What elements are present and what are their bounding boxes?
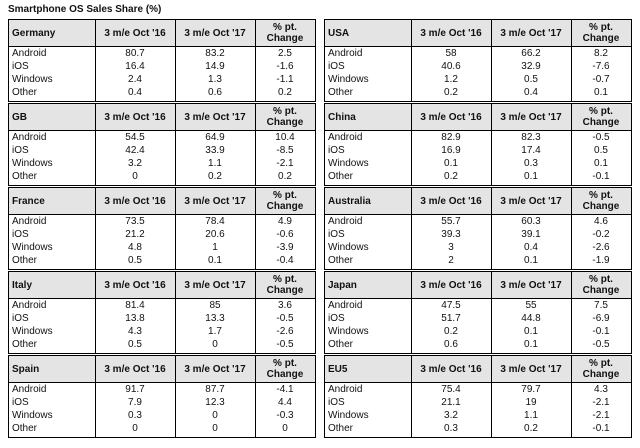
table-row — [9, 409, 315, 422]
region-name: Australia — [328, 195, 371, 207]
value-period1: 54.5 — [125, 132, 145, 143]
value-change: -0.5 — [592, 132, 610, 143]
value-period1: 39.3 — [441, 229, 461, 240]
column-divider — [571, 272, 572, 353]
sales-share-grid — [8, 19, 632, 437]
table-row — [9, 60, 315, 73]
value-period1: 0.2 — [444, 171, 458, 182]
os-label: Other — [328, 171, 354, 182]
value-period2: 1 — [212, 242, 218, 253]
table-row — [325, 60, 631, 73]
table-header — [325, 188, 631, 215]
column-header-change: % pt. Change — [582, 106, 620, 128]
table-row — [9, 422, 315, 435]
value-period1: 80.7 — [125, 48, 145, 59]
value-change: 0 — [282, 423, 288, 434]
column-header-period2: 3 m/e Oct '17 — [184, 111, 246, 123]
table-row — [9, 396, 315, 409]
column-divider — [95, 272, 96, 353]
table-block-eu5 — [324, 355, 632, 438]
os-label: Android — [12, 132, 47, 143]
table-row — [9, 157, 315, 170]
os-label: Other — [12, 339, 38, 350]
column-divider — [255, 188, 256, 269]
table-header — [325, 356, 631, 383]
column-divider — [411, 20, 412, 101]
column-divider — [411, 356, 412, 437]
value-period2: 19 — [525, 397, 537, 408]
value-period2: 17.4 — [521, 145, 541, 156]
column-header-period1: 3 m/e Oct '16 — [104, 27, 166, 39]
value-change: -0.5 — [592, 339, 610, 350]
value-change: -1.1 — [276, 74, 294, 85]
value-period2: 0 — [212, 423, 218, 434]
column-header-period1: 3 m/e Oct '16 — [104, 363, 166, 375]
table-row — [9, 338, 315, 351]
value-period2: 78.4 — [205, 216, 225, 227]
value-period2: 55 — [525, 300, 537, 311]
value-change: -0.1 — [592, 423, 610, 434]
value-change: -0.6 — [276, 229, 294, 240]
column-header-change: % pt. Change — [582, 22, 620, 44]
value-change: -2.1 — [592, 410, 610, 421]
value-period2: 87.7 — [205, 384, 225, 395]
value-change: 8.2 — [594, 48, 608, 59]
column-header-period1: 3 m/e Oct '16 — [420, 363, 482, 375]
table-block-gb — [8, 103, 316, 186]
table-row — [9, 383, 315, 396]
region-name: Italy — [12, 279, 33, 291]
os-label: Windows — [328, 326, 369, 337]
column-divider — [411, 188, 412, 269]
region-name: Japan — [328, 279, 357, 291]
table-row — [325, 254, 631, 267]
table-row — [9, 312, 315, 325]
os-label: Windows — [328, 242, 369, 253]
column-divider — [175, 356, 176, 437]
value-period2: 0.1 — [524, 339, 538, 350]
table-header — [9, 188, 315, 215]
value-change: 2.5 — [278, 48, 292, 59]
os-label: Other — [328, 87, 354, 98]
value-period1: 16.9 — [441, 145, 461, 156]
column-header-period2: 3 m/e Oct '17 — [184, 195, 246, 207]
value-change: 7.5 — [594, 300, 608, 311]
os-label: Other — [328, 339, 354, 350]
table-row — [325, 215, 631, 228]
value-period1: 0.5 — [128, 339, 142, 350]
column-divider — [491, 272, 492, 353]
column-divider — [255, 20, 256, 101]
table-block-france — [8, 187, 316, 270]
os-label: Other — [12, 255, 38, 266]
value-period2: 64.9 — [205, 132, 225, 143]
region-name: USA — [328, 27, 350, 39]
column-divider — [491, 188, 492, 269]
value-period1: 91.7 — [125, 384, 145, 395]
right-column — [324, 19, 632, 437]
table-row — [9, 170, 315, 183]
value-change: -0.3 — [276, 410, 294, 421]
value-period2: 0 — [212, 339, 218, 350]
value-period2: 0.5 — [524, 74, 538, 85]
column-divider — [95, 20, 96, 101]
value-period1: 7.9 — [128, 397, 142, 408]
value-period2: 82.3 — [521, 132, 541, 143]
value-change: 10.4 — [275, 132, 295, 143]
region-name: China — [328, 111, 356, 123]
column-divider — [491, 356, 492, 437]
os-label: iOS — [328, 313, 345, 324]
table-row — [9, 299, 315, 312]
os-label: Windows — [328, 74, 369, 85]
value-period1: 58 — [445, 48, 457, 59]
column-divider — [175, 272, 176, 353]
value-period1: 75.4 — [441, 384, 461, 395]
os-label: iOS — [328, 397, 345, 408]
value-period1: 2 — [448, 255, 454, 266]
value-change: -0.1 — [592, 171, 610, 182]
os-label: Other — [12, 171, 38, 182]
value-period2: 66.2 — [521, 48, 541, 59]
value-change: -6.9 — [592, 313, 610, 324]
os-label: Android — [328, 216, 363, 227]
value-change: -2.1 — [276, 158, 294, 169]
value-period1: 0 — [132, 423, 138, 434]
value-period2: 1.3 — [208, 74, 222, 85]
table-row — [325, 47, 631, 60]
column-divider — [175, 188, 176, 269]
column-divider — [491, 20, 492, 101]
os-label: iOS — [12, 397, 29, 408]
value-change: -4.1 — [276, 384, 294, 395]
column-header-change: % pt. Change — [266, 22, 304, 44]
column-header-change: % pt. Change — [266, 358, 304, 380]
os-label: Other — [328, 255, 354, 266]
value-change: 0.2 — [278, 171, 292, 182]
value-change: -0.1 — [592, 326, 610, 337]
value-period2: 0.1 — [524, 171, 538, 182]
value-period1: 0.1 — [444, 158, 458, 169]
table-row — [9, 47, 315, 60]
value-change: 0.2 — [278, 87, 292, 98]
value-change: -1.6 — [276, 61, 294, 72]
value-period1: 0.3 — [444, 423, 458, 434]
value-period1: 1.2 — [444, 74, 458, 85]
os-label: Android — [328, 132, 363, 143]
value-period2: 39.1 — [521, 229, 541, 240]
value-period2: 32.9 — [521, 61, 541, 72]
table-row — [325, 131, 631, 144]
value-change: 4.3 — [594, 384, 608, 395]
column-divider — [255, 272, 256, 353]
os-label: Windows — [12, 410, 53, 421]
value-period1: 0.4 — [128, 87, 142, 98]
table-row — [325, 422, 631, 435]
column-header-period2: 3 m/e Oct '17 — [184, 27, 246, 39]
page-title: Smartphone OS Sales Share (%) — [8, 4, 162, 15]
value-period1: 82.9 — [441, 132, 461, 143]
value-period1: 81.4 — [125, 300, 145, 311]
column-header-period2: 3 m/e Oct '17 — [500, 27, 562, 39]
os-label: Other — [12, 87, 38, 98]
os-label: Android — [12, 216, 47, 227]
os-label: Other — [328, 423, 354, 434]
value-change: -2.1 — [592, 397, 610, 408]
value-period2: 0 — [212, 410, 218, 421]
os-label: iOS — [328, 61, 345, 72]
value-period1: 40.6 — [441, 61, 461, 72]
value-period2: 0.2 — [524, 423, 538, 434]
table-header — [325, 20, 631, 47]
column-header-period2: 3 m/e Oct '17 — [184, 363, 246, 375]
column-divider — [571, 188, 572, 269]
value-period1: 73.5 — [125, 216, 145, 227]
table-row — [325, 86, 631, 99]
column-divider — [411, 104, 412, 185]
column-divider — [411, 272, 412, 353]
table-row — [9, 86, 315, 99]
os-label: iOS — [328, 145, 345, 156]
os-label: iOS — [12, 61, 29, 72]
os-label: iOS — [12, 313, 29, 324]
value-change: 4.9 — [278, 216, 292, 227]
column-header-period1: 3 m/e Oct '16 — [420, 195, 482, 207]
os-label: Windows — [12, 158, 53, 169]
value-period2: 0.2 — [208, 171, 222, 182]
value-period1: 0 — [132, 171, 138, 182]
os-label: Android — [12, 300, 47, 311]
table-row — [9, 228, 315, 241]
column-header-period2: 3 m/e Oct '17 — [500, 195, 562, 207]
table-row — [325, 299, 631, 312]
value-period2: 0.4 — [524, 242, 538, 253]
table-row — [325, 73, 631, 86]
table-block-china — [324, 103, 632, 186]
table-header — [9, 272, 315, 299]
os-label: Windows — [328, 410, 369, 421]
table-row — [325, 325, 631, 338]
value-change: -2.6 — [592, 242, 610, 253]
column-header-period2: 3 m/e Oct '17 — [500, 279, 562, 291]
table-header — [325, 104, 631, 131]
value-period2: 12.3 — [205, 397, 225, 408]
os-label: Android — [328, 48, 363, 59]
value-change: 0.5 — [594, 145, 608, 156]
column-header-period1: 3 m/e Oct '16 — [420, 111, 482, 123]
value-change: -0.7 — [592, 74, 610, 85]
os-label: iOS — [12, 145, 29, 156]
column-divider — [95, 356, 96, 437]
value-change: -1.9 — [592, 255, 610, 266]
value-period1: 16.4 — [125, 61, 145, 72]
os-label: iOS — [328, 229, 345, 240]
value-period2: 0.1 — [524, 326, 538, 337]
column-divider — [95, 104, 96, 185]
column-header-change: % pt. Change — [582, 358, 620, 380]
value-change: 3.6 — [278, 300, 292, 311]
value-change: -0.5 — [276, 313, 294, 324]
region-name: EU5 — [328, 363, 348, 375]
value-period2: 83.2 — [205, 48, 225, 59]
value-period2: 1.1 — [524, 410, 538, 421]
value-change: 0.1 — [594, 87, 608, 98]
column-divider — [571, 20, 572, 101]
value-period1: 0.2 — [444, 326, 458, 337]
table-block-usa — [324, 19, 632, 102]
value-change: -3.9 — [276, 242, 294, 253]
table-row — [325, 383, 631, 396]
value-period2: 1.7 — [208, 326, 222, 337]
column-header-period2: 3 m/e Oct '17 — [500, 111, 562, 123]
value-change: -7.6 — [592, 61, 610, 72]
table-header — [9, 20, 315, 47]
table-block-australia — [324, 187, 632, 270]
value-period1: 0.2 — [444, 87, 458, 98]
value-period2: 85 — [209, 300, 221, 311]
value-change: -0.2 — [592, 229, 610, 240]
table-row — [9, 73, 315, 86]
region-name: GB — [12, 111, 27, 123]
value-period1: 3.2 — [444, 410, 458, 421]
value-change: -2.6 — [276, 326, 294, 337]
table-header — [9, 104, 315, 131]
region-name: Spain — [12, 363, 40, 375]
column-header-change: % pt. Change — [582, 274, 620, 296]
os-label: Windows — [12, 242, 53, 253]
value-change: -0.4 — [276, 255, 294, 266]
column-header-change: % pt. Change — [266, 274, 304, 296]
column-divider — [175, 104, 176, 185]
value-period1: 3 — [448, 242, 454, 253]
column-divider — [255, 104, 256, 185]
os-label: Windows — [12, 74, 53, 85]
value-period1: 21.1 — [441, 397, 461, 408]
table-row — [9, 254, 315, 267]
value-period2: 1.1 — [208, 158, 222, 169]
value-change: 0.1 — [594, 158, 608, 169]
table-row — [325, 312, 631, 325]
column-divider — [175, 20, 176, 101]
value-period1: 0.3 — [128, 410, 142, 421]
os-label: Android — [328, 384, 363, 395]
value-period1: 0.6 — [444, 339, 458, 350]
value-period2: 20.6 — [205, 229, 225, 240]
table-header — [325, 272, 631, 299]
os-label: iOS — [12, 229, 29, 240]
value-period2: 0.4 — [524, 87, 538, 98]
table-block-germany — [8, 19, 316, 102]
column-divider — [571, 356, 572, 437]
table-block-italy — [8, 271, 316, 354]
column-divider — [255, 356, 256, 437]
table-row — [325, 396, 631, 409]
value-period1: 55.7 — [441, 216, 461, 227]
value-period2: 79.7 — [521, 384, 541, 395]
value-period2: 0.1 — [524, 255, 538, 266]
table-row — [325, 170, 631, 183]
table-block-japan — [324, 271, 632, 354]
column-header-period2: 3 m/e Oct '17 — [184, 279, 246, 291]
column-header-period1: 3 m/e Oct '16 — [104, 111, 166, 123]
table-row — [9, 241, 315, 254]
table-row — [9, 215, 315, 228]
value-period1: 21.2 — [125, 229, 145, 240]
value-period1: 4.8 — [128, 242, 142, 253]
table-row — [325, 338, 631, 351]
table-row — [325, 409, 631, 422]
column-header-period1: 3 m/e Oct '16 — [420, 279, 482, 291]
value-period2: 44.8 — [521, 313, 541, 324]
value-period2: 0.3 — [524, 158, 538, 169]
os-label: Windows — [328, 158, 369, 169]
column-header-change: % pt. Change — [266, 190, 304, 212]
column-header-period1: 3 m/e Oct '16 — [420, 27, 482, 39]
table-row — [325, 241, 631, 254]
os-label: Android — [328, 300, 363, 311]
value-change: -8.5 — [276, 145, 294, 156]
column-header-change: % pt. Change — [266, 106, 304, 128]
os-label: Other — [12, 423, 38, 434]
os-label: Android — [12, 48, 47, 59]
value-period1: 42.4 — [125, 145, 145, 156]
value-period1: 0.5 — [128, 255, 142, 266]
value-period2: 13.3 — [205, 313, 225, 324]
table-row — [9, 325, 315, 338]
table-row — [9, 144, 315, 157]
table-header — [9, 356, 315, 383]
value-period2: 60.3 — [521, 216, 541, 227]
value-period2: 14.9 — [205, 61, 225, 72]
region-name: Germany — [12, 27, 56, 39]
column-header-period2: 3 m/e Oct '17 — [500, 363, 562, 375]
value-period2: 33.9 — [205, 145, 225, 156]
table-row — [325, 157, 631, 170]
table-row — [325, 228, 631, 241]
os-label: Windows — [12, 326, 53, 337]
table-row — [9, 131, 315, 144]
column-header-period1: 3 m/e Oct '16 — [104, 195, 166, 207]
region-name: France — [12, 195, 45, 207]
os-label: Android — [12, 384, 47, 395]
left-column — [8, 19, 316, 437]
value-period1: 3.2 — [128, 158, 142, 169]
value-change: 4.4 — [278, 397, 292, 408]
value-period1: 2.4 — [128, 74, 142, 85]
value-change: 4.6 — [594, 216, 608, 227]
value-period2: 0.1 — [208, 255, 222, 266]
column-divider — [95, 188, 96, 269]
column-header-period1: 3 m/e Oct '16 — [104, 279, 166, 291]
value-period1: 13.8 — [125, 313, 145, 324]
table-row — [325, 144, 631, 157]
value-period1: 51.7 — [441, 313, 461, 324]
table-block-spain — [8, 355, 316, 438]
value-period1: 47.5 — [441, 300, 461, 311]
value-period1: 4.3 — [128, 326, 142, 337]
column-divider — [491, 104, 492, 185]
value-change: -0.5 — [276, 339, 294, 350]
column-divider — [571, 104, 572, 185]
column-header-change: % pt. Change — [582, 190, 620, 212]
value-period2: 0.6 — [208, 87, 222, 98]
